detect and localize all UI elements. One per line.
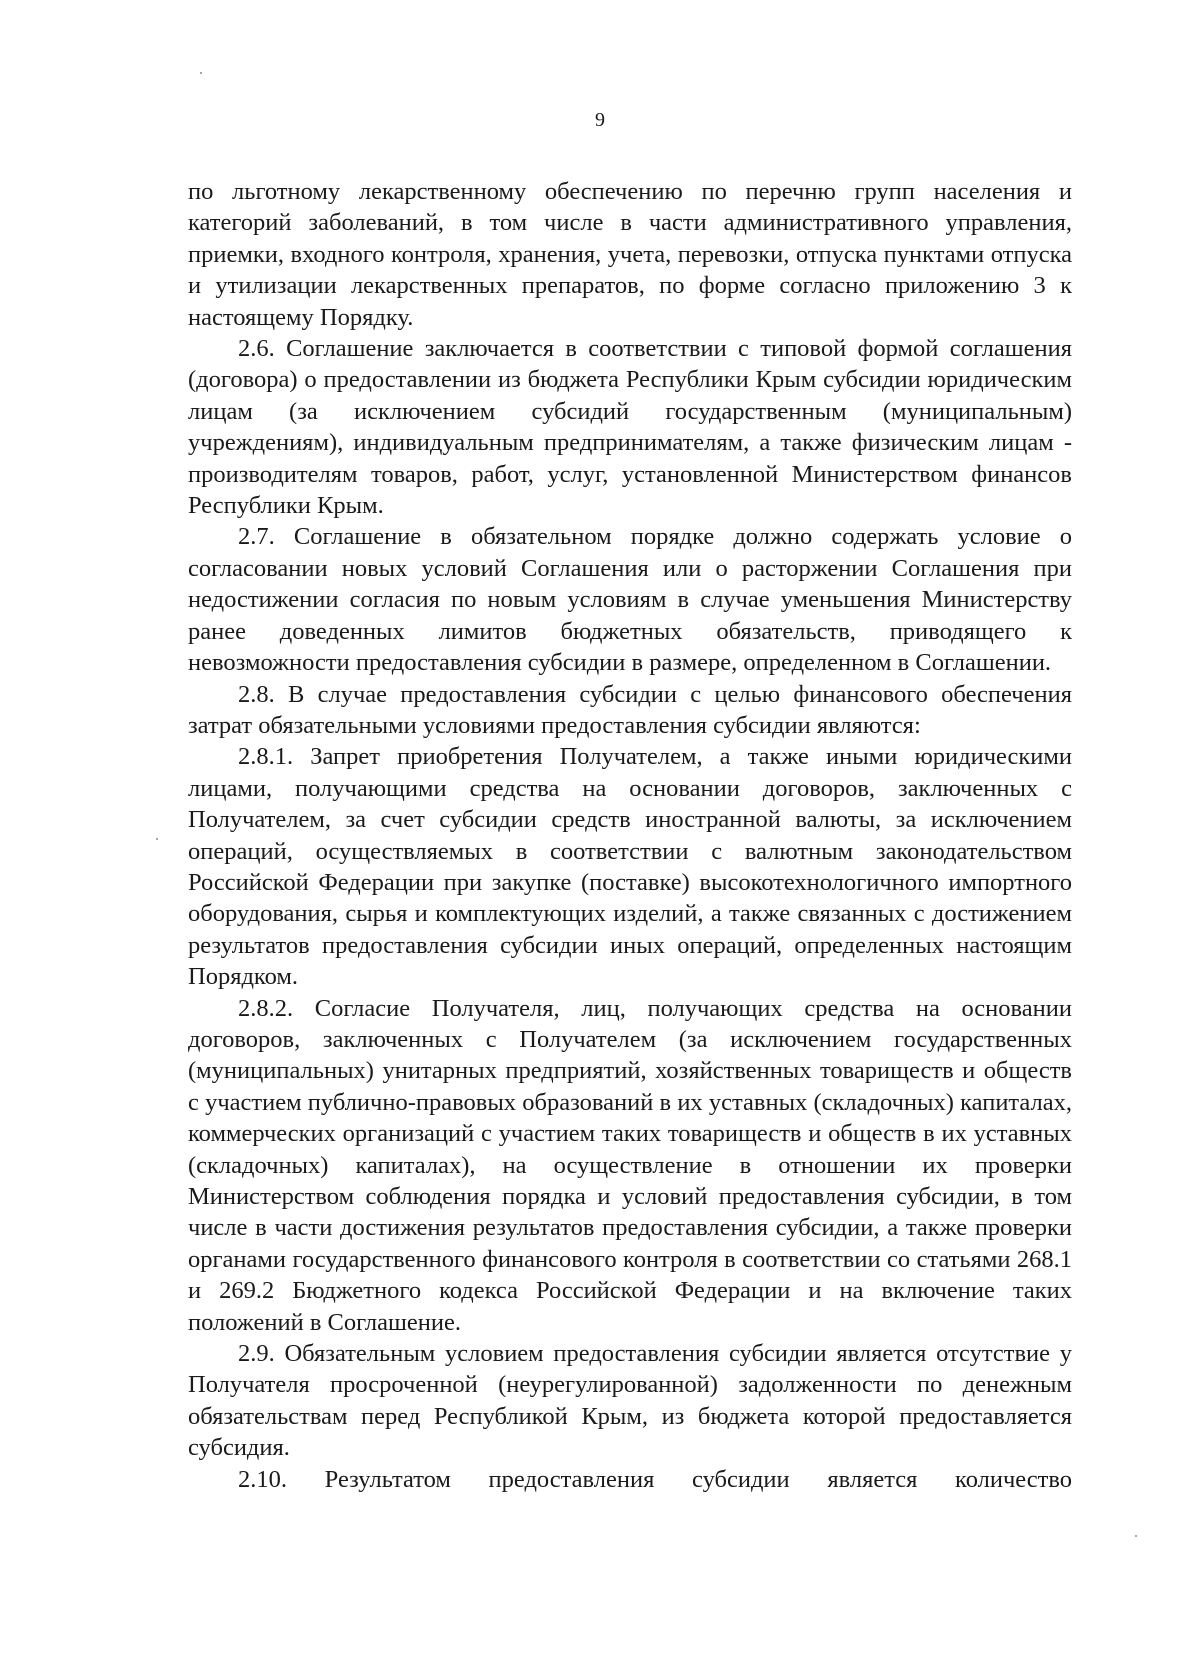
paragraph-2-6: 2.6. Соглашение заключается в соответствии с типовой формой соглашения (договора) о предоставлении из бюджета Республики Крым субсидии юридическим лицам (за исключением субсидий государственным (муниципальным) учреждениям), индивидуальным предпринимателям, а также физическим лицам - производителям товаров, работ, услуг, установленной Министерством финансов Республики Крым.: [188, 335, 1072, 520]
scan-speck: [156, 838, 158, 840]
paragraph-2-8: 2.8. В случае предоставления субсидии с целью финансового обеспечения затрат обязательными условиями предоставления субсидии являются:: [188, 680, 1072, 739]
paragraph-2-8-1: 2.8.1. Запрет приобретения Получателем, а также иными юридическими лицами, получающими средства на основании договоров, заключенных с Получателем, за счет субсидии средств иностранной валюты, за исключением операций, осуществляемых в соответствии с валютным законодательством Российской Федерации при закупке (поставке) высокотехнологичного импортного оборудования, сырья и комплектующих изделий, а также связанных с достижением результатов предоставления субсидии иных операций, определенных настоящим Порядком.: [188, 743, 1072, 991]
paragraph-2-9: 2.9. Обязательным условием предоставления субсидии является отсутствие у Получателя просроченной (неурегулированной) задолженности по денежным обязательствам перед Республикой Крым, из бюджета которой предоставляется субсидия.: [188, 1340, 1072, 1462]
page-number: 9: [595, 109, 605, 131]
paragraph-continuation: по льготному лекарственному обеспечению по перечню групп населения и категорий заболеваний, в том числе в части административного управления, приемки, входного контроля, хранения, учета, перевозки, отпуска пунктами отпуска и утилизации лекарственных препаратов, по форме согласно приложению 3 к настоящему Порядку.: [188, 178, 1072, 331]
paragraph-2-10: 2.10. Результатом предоставления субсидии является количество: [238, 1465, 1072, 1493]
paragraph-2-8-2: 2.8.2. Согласие Получателя, лиц, получающих средства на основании договоров, заключенных с Получателем (за исключением государственных (муниципальных) унитарных предприятий, хозяйственных товариществ и обществ с участием публично-правовых образований в их уставных (складочных) капиталах, коммерческих организаций с участием таких товариществ и обществ в их уставных (складочных) капиталах), на осуществление в отношении их проверки Министерством соблюдения порядка и условий предоставления субсидии, в том числе в части достижения результатов предоставления субсидии, а также проверки органами государственного финансового контроля в соответствии со статьями 268.1 и 269.2 Бюджетного кодекса Российской Федерации и на включение таких положений в Соглашение.: [188, 994, 1072, 1336]
scan-speck: [1135, 1535, 1137, 1537]
document-body: [188, 176, 1072, 1495]
scan-speck: [200, 72, 202, 74]
paragraph-2-7: 2.7. Соглашение в обязательном порядке должно содержать условие о согласовании новых условий Соглашения или о расторжении Соглашения при недостижении согласия по новым условиям в случае уменьшения Министерству ранее доведенных лимитов бюджетных обязательств, приводящего к невозможности предоставления субсидии в размере, определенном в Соглашении.: [188, 523, 1072, 677]
